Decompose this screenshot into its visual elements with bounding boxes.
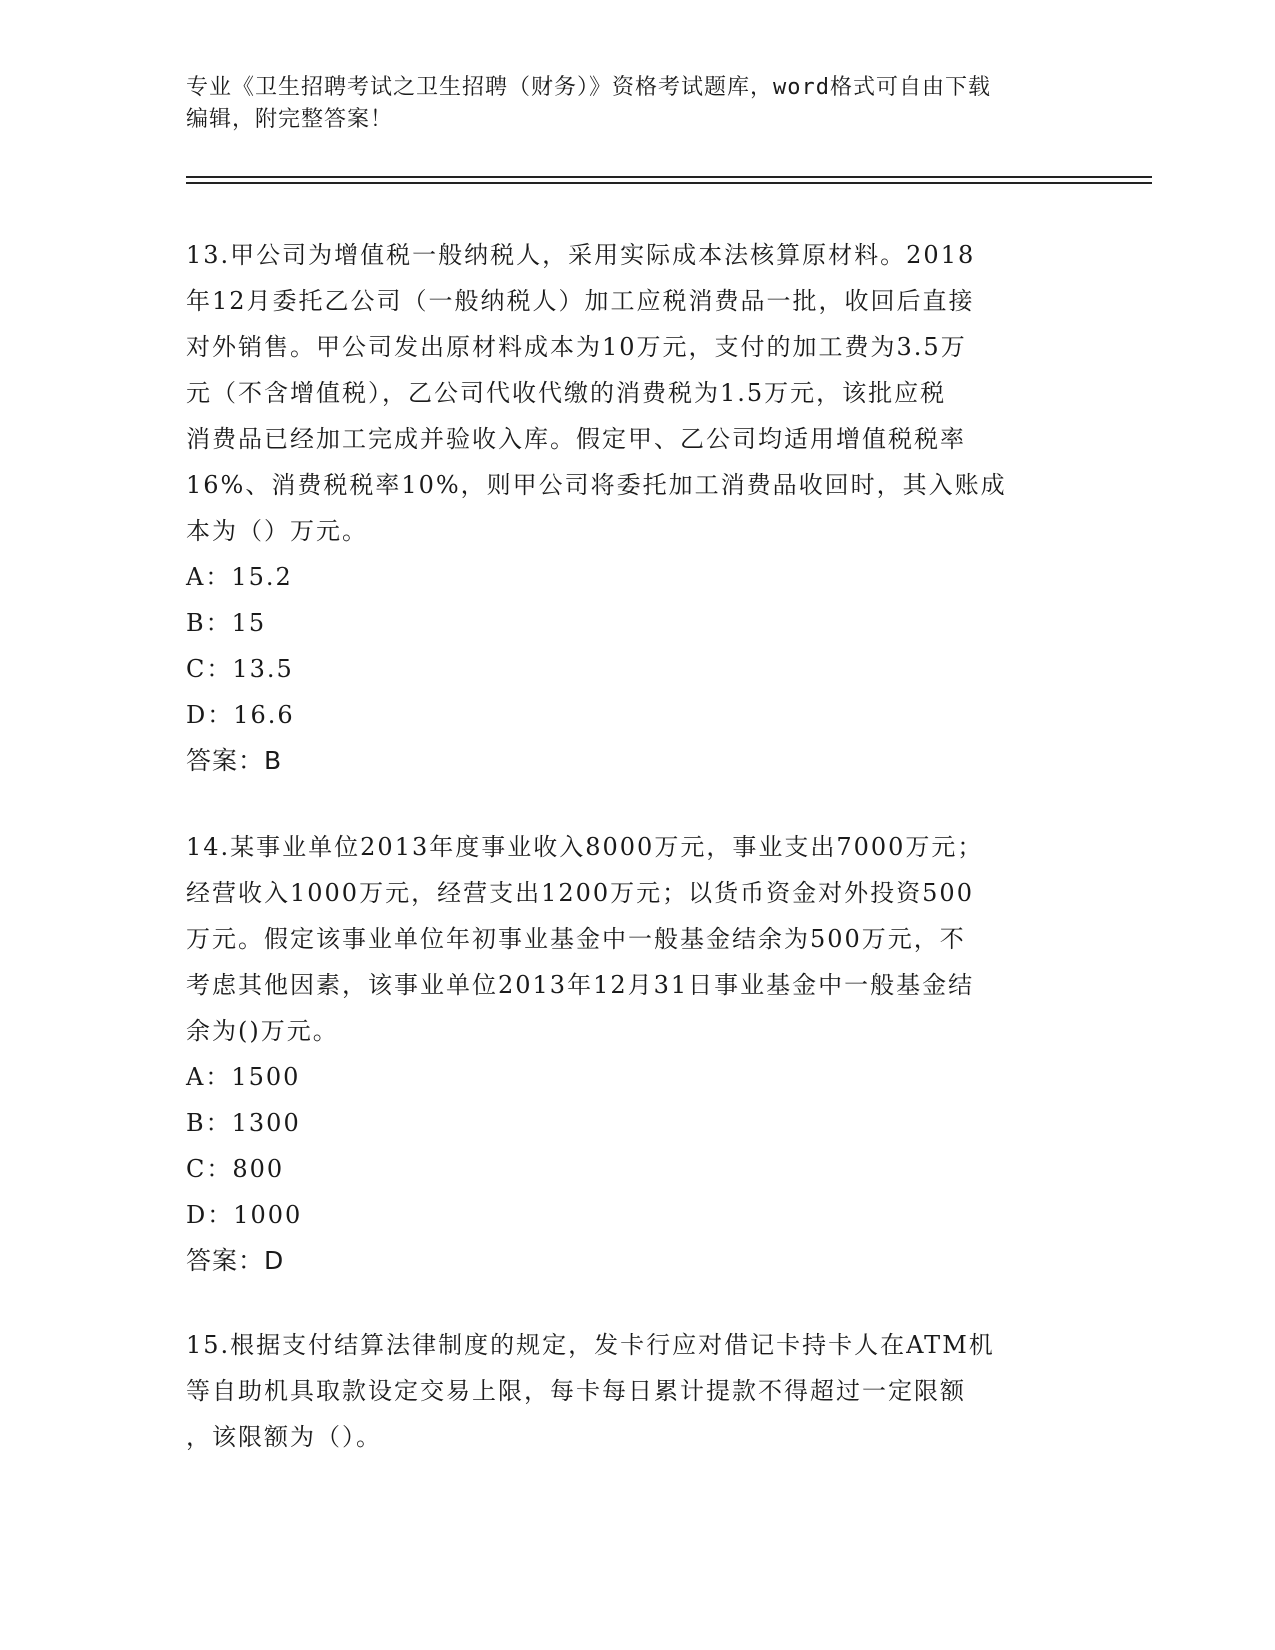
- header-divider-top: [186, 176, 1152, 178]
- question-text-line: 对外销售。甲公司发出原材料成本为10万元，支付的加工费为3.5万: [186, 333, 967, 361]
- question-text-line: 经营收入1000万元，经营支出1200万元；以货币资金对外投资500: [186, 879, 974, 907]
- option-b: B：15: [186, 609, 267, 637]
- question-text-line: 16%、消费税税率10%，则甲公司将委托加工消费品收回时，其入账成: [186, 471, 1007, 499]
- question-text-line: 14.某事业单位2013年度事业收入8000万元，事业支出7000万元；: [186, 833, 984, 861]
- document-header: [186, 72, 1086, 136]
- answer-line: 答案：B: [186, 746, 283, 775]
- header-line-1: 专业《卫生招聘考试之卫生招聘（财务）》资格考试题库，word格式可自由下载: [186, 75, 991, 100]
- question-15: [186, 1322, 1086, 1460]
- header-line-2: 编辑，附完整答案！: [186, 107, 394, 132]
- question-text-line: 15.根据支付结算法律制度的规定，发卡行应对借记卡持卡人在ATM机: [186, 1331, 995, 1359]
- option-c: C：800: [186, 1155, 285, 1183]
- header-divider-bottom: [186, 182, 1152, 184]
- question-14: [186, 824, 1086, 1284]
- question-text-line: 万元。假定该事业单位年初事业基金中一般基金结余为500万元，不: [186, 925, 966, 953]
- question-text-line: 等自助机具取款设定交易上限，每卡每日累计提款不得超过一定限额: [186, 1377, 966, 1405]
- question-text-line: 消费品已经加工完成并验收入库。假定甲、乙公司均适用增值税税率: [186, 425, 966, 453]
- question-text-line: 元（不含增值税），乙公司代收代缴的消费税为1.5万元，该批应税: [186, 379, 947, 407]
- option-a: A：1500: [186, 1063, 301, 1091]
- option-c: C：13.5: [186, 655, 294, 683]
- question-text-line: 本为（）万元。: [186, 517, 368, 545]
- option-a: A：15.2: [186, 563, 293, 591]
- question-text-line: 年12月委托乙公司（一般纳税人）加工应税消费品一批，收回后直接: [186, 287, 975, 315]
- question-text-line: 13.甲公司为增值税一般纳税人，采用实际成本法核算原材料。2018: [186, 241, 976, 269]
- question-13: [186, 232, 1086, 784]
- answer-line: 答案：D: [186, 1246, 285, 1275]
- option-d: D：16.6: [186, 701, 295, 729]
- question-text-line: 考虑其他因素，该事业单位2013年12月31日事业基金中一般基金结: [186, 971, 975, 999]
- question-text-line: 余为()万元。: [186, 1017, 339, 1045]
- option-d: D：1000: [186, 1201, 303, 1229]
- question-text-line: ，该限额为（）。: [186, 1423, 382, 1451]
- option-b: B：1300: [186, 1109, 301, 1137]
